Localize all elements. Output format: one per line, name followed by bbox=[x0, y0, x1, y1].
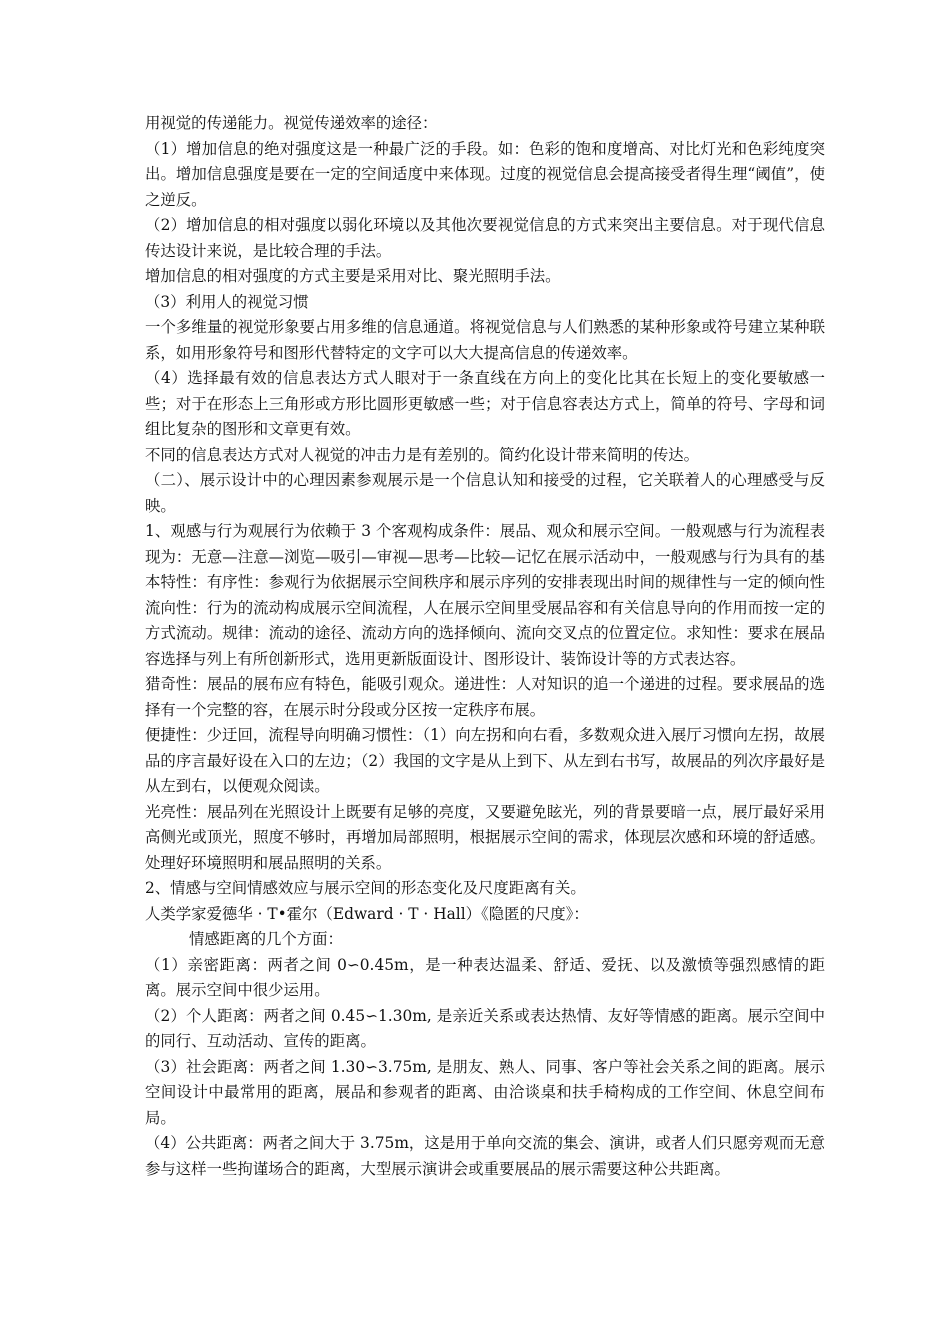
paragraph: 用视觉的传递能力。视觉传递效率的途径： bbox=[145, 114, 438, 132]
paragraph: （4）公共距离：两者之间大于 3.75m，这是用于单向交流的集会、演讲，或者人们只愿旁观而无意参与这样一些拘谨场合的距离，大型展示演讲会或重要展品的展示需要这种公共距离。 bbox=[145, 1134, 825, 1178]
paragraph: （2）个人距离：两者之间 0.45∽1.30m, 是亲近关系或表达热情、友好等情感的距离。展示空间中的同行、互动活动、宣传的距离。 bbox=[145, 1006, 825, 1050]
paragraph: （1）增加信息的绝对强度这是一种最广泛的手段。如：色彩的饱和度增高、对比灯光和色彩纯度突出。增加信息强度是要在一定的空间适度中来体现。过度的视觉信息会提高接受者得生理“阈值”，使之逆反。 bbox=[145, 139, 825, 209]
paragraph: （3）社会距离：两者之间 1.30∽3.75m, 是朋友、熟人、同事、客户等社会关系之间的距离。展示空间设计中最常用的距离，展品和参观者的距离、由洽谈桌和扶手椅构成的工作空间、休息空间布局。 bbox=[145, 1057, 825, 1127]
paragraph: （3）利用人的视觉习惯 bbox=[145, 292, 309, 311]
paragraph: 情感距离的几个方面： bbox=[189, 930, 343, 948]
document-body bbox=[145, 111, 825, 1182]
paragraph: （二）、展示设计中的心理因素参观展示是一个信息认知和接受的过程，它关联着人的心理感受与反映。 bbox=[145, 471, 825, 515]
paragraph: 2、情感与空间情感效应与展示空间的形态变化及尺度距离有关。 bbox=[145, 879, 586, 897]
paragraph: （4）选择最有效的信息表达方式人眼对于一条直线在方向上的变化比其在长短上的变化要敏感一些；对于在形态上三角形或方形比圆形更敏感一些；对于信息容表达方式上，简单的符号、字母和词组比复杂的图形和文章更有效。 bbox=[145, 369, 825, 438]
paragraph: （2）增加信息的相对强度以弱化环境以及其他次要视觉信息的方式来突出主要信息。对于现代信息传达设计来说，是比较合理的手法。 bbox=[145, 216, 825, 260]
paragraph: 人类学家爱德华 · T•霍尔（Edward · T · Hall）《隐匿的尺度》： bbox=[145, 904, 589, 923]
paragraph: 便捷性：少迂回，流程导向明确习惯性：（1）向左拐和向右看，多数观众进入展厅习惯向左拐，故展品的序言最好设在入口的左边；（2）我国的文字是从上到下、从左到右书写，故展品的列次序最好是从左到右，以便观众阅读。 bbox=[145, 726, 825, 795]
paragraph: （1）亲密距离：两者之间 0∽0.45m，是一种表达温柔、舒适、爱抚、以及激愤等强烈感情的距离。展示空间中很少运用。 bbox=[145, 955, 825, 999]
paragraph: 光亮性：展品列在光照设计上既要有足够的亮度，又要避免眩光，列的背景要暗一点，展厅最好采用高侧光或顶光，照度不够时，再增加局部照明，根据展示空间的需求，体现层次感和环境的舒适感。处理好环境照明和展品照明的关系。 bbox=[145, 802, 825, 872]
paragraph: 增加信息的相对强度的方式主要是采用对比、聚光照明手法。 bbox=[145, 267, 561, 285]
paragraph: 猎奇性：展品的展布应有特色，能吸引观众。递进性：人对知识的追一个递进的过程。要求展品的选择有一个完整的容，在展示时分段或分区按一定秩序布展。 bbox=[145, 675, 825, 719]
paragraph: 不同的信息表达方式对人视觉的冲击力是有差别的。简约化设计带来简明的传达。 bbox=[145, 445, 700, 464]
paragraph: 1、观感与行为观展行为依赖于 3 个客观构成条件：展品、观众和展示空间。一般观感与行为流程表现为：无意—注意—浏览—吸引—审视—思考—比较—记忆在展示活动中，一般观感与行为具有的基本特性：有序性：参观行为依据展示空间秩序和展示序列的安排表现出时间的规律性与一定的倾向性流向性：行为的流动构成展示空间流程，人在展示空间里受展品容和有关信息导向的作用而按一定的方式流动。规律：流动的途径、流动方向的选择倾向、流向交叉点的位置定位。求知性：要求在展品容选择与列上有所创新形式，选用更新版面设计、图形设计、装饰设计等的方式表达容。 bbox=[145, 522, 825, 668]
paragraph: 一个多维量的视觉形象要占用多维的信息通道。将视觉信息与人们熟悉的某种形象或符号建立某种联系，如用形象符号和图形代替特定的文字可以大大提高信息的传递效率。 bbox=[145, 318, 825, 362]
